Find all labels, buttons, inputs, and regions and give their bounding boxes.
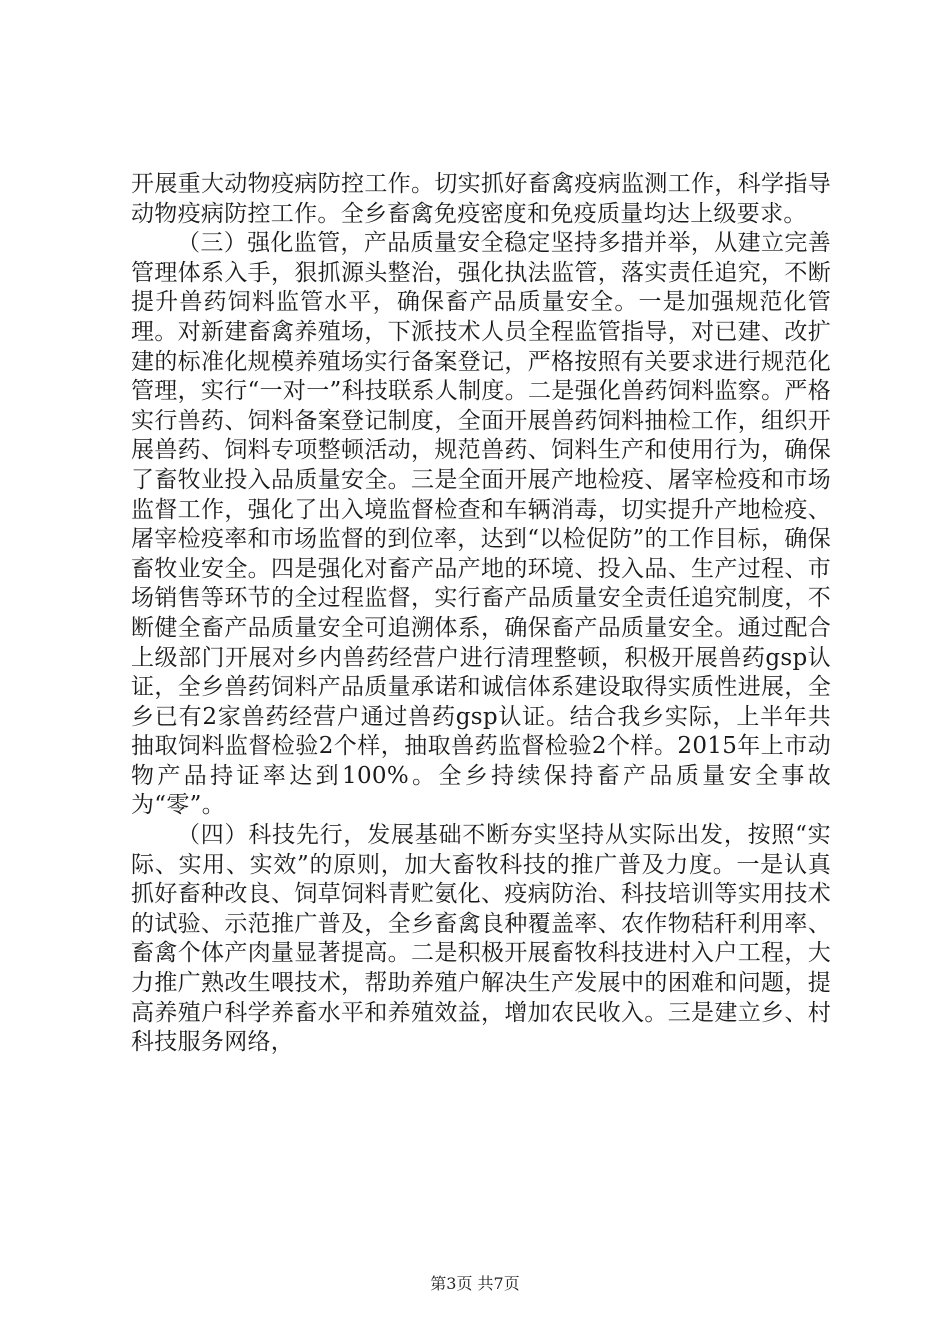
paragraph-2: （三）强化监管，产品质量安全稳定坚持多措并举，从建立完善管理体系入手，狠抓源头整治，强化执法监管，落实责任追究，不断提升兽药饲料监管水平，确保畜产品质量安全。一是加强规范化管理。对新建畜禽养殖场，下派技术人员全程监管指导，对已建、改扩建的标准化规模养殖场实行备案登记，严格按照有关要求进行规范化管理，实行“一对一”科技联系人制度。二是强化兽药饲料监察。严格实行兽药、饲料备案登记制度，全面开展兽药饲料抽检工作，组织开展兽药、饲料专项整顿活动，规范兽药、饲料生产和使用行为，确保了畜牧业投入品质量安全。三是全面开展产地检疫、屠宰检疫和市场监督工作，强化了出入境监督检查和车辆消毒，切实提升产地检疫、屠宰检疫率和市场监督的到位率，达到“以检促防”的工作目标，确保畜牧业安全。四是强化对畜产品产地的环境、投入品、生产过程、市场销售等环节的全过程监督，实行畜产品质量安全责任追究制度，不断健全畜产品质量安全可追溯体系，确保畜产品质量安全。通过配合上级部门开展对乡内兽药经营户进行清理整顿，积极开展兽药gsp认证，全乡兽药饲料产品质量承诺和诚信体系建设取得实质性进展，全乡已有2家兽药经营户通过兽药gsp认证。结合我乡实际，上半年共抽取饲料监督检验2个样，抽取兽药监督检验2个样。2015年上市动物产品持证率达到100%。全乡持续保持畜产品质量安全事故为“零”。 xyxy=(131,230,831,819)
paragraph-3: （四）科技先行，发展基础不断夯实坚持从实际出发，按照“实际、实用、实效”的原则，加大畜牧科技的推广普及力度。一是认真抓好畜种改良、饲草饲料青贮氨化、疫病防治、科技培训等实用技术的试验、示范推广普及，全乡畜禽良种覆盖率、农作物秸秆利用率、畜禽个体产肉量显著提高。二是积极开展畜牧科技进村入户工程，大力推广熟改生喂技术，帮助养殖户解决生产发展中的困难和问题，提高养殖户科学养畜水平和养殖效益，增加农民收入。三是建立乡、村科技服务网络， xyxy=(131,822,831,1056)
page-number-footer: 第3页 共7页 xyxy=(430,1274,520,1293)
document-body xyxy=(131,170,831,1058)
paragraph-1: 开展重大动物疫病防控工作。切实抓好畜禽疫病监测工作，科学指导动物疫病防控工作。全乡畜禽免疫密度和免疫质量均达上级要求。 xyxy=(131,171,831,227)
